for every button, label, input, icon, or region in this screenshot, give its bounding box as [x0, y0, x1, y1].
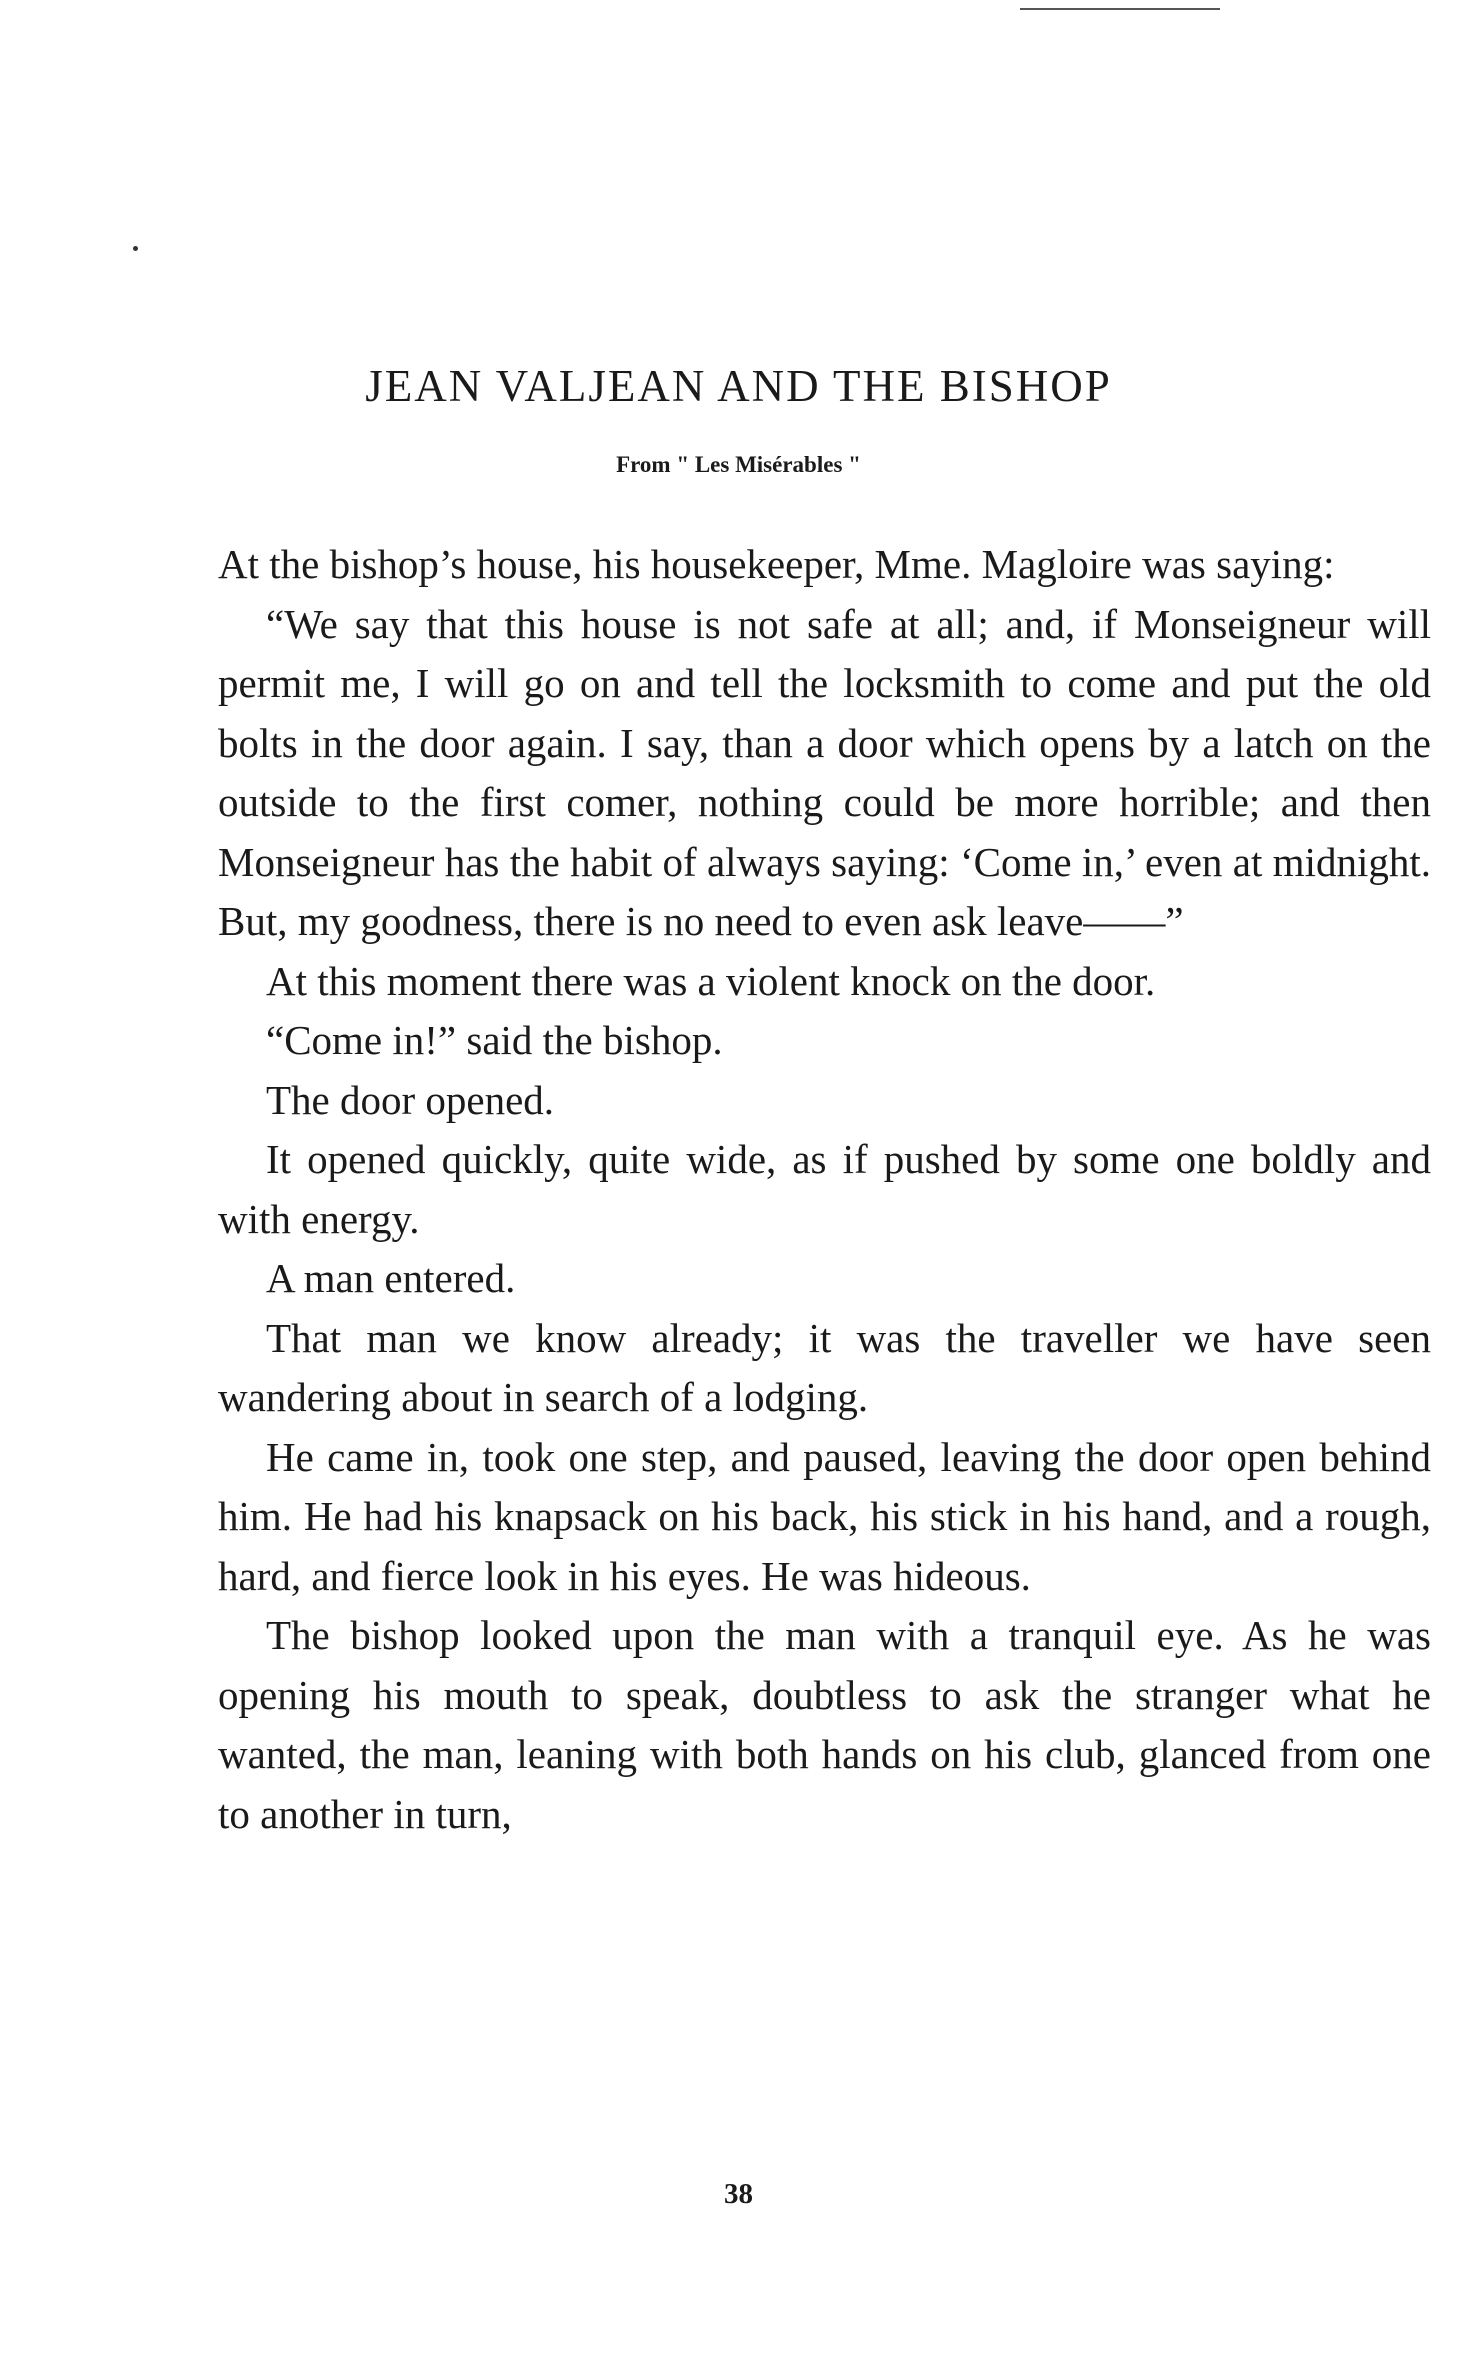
- paragraph: It opened quickly, quite wide, as if pushed by some one boldly and with energy.: [218, 1136, 1431, 1242]
- page-title: JEAN VALJEAN AND THE BISHOP: [365, 361, 1112, 411]
- paragraph: The bishop looked upon the man with a tranquil eye. As he was opening his mouth to speak, doubtless to ask the stranger what he wanted, the man, leaning with both hands on his club, glanced from one to another in turn,: [218, 1612, 1431, 1837]
- stray-mark: [133, 246, 138, 251]
- paragraph: At this moment there was a violent knock on the door.: [266, 957, 1156, 1004]
- paragraph: That man we know already; it was the traveller we have seen wandering about in search of a lodging.: [218, 1314, 1431, 1420]
- paragraph: A man entered.: [266, 1255, 516, 1301]
- body-text: [218, 535, 1431, 1844]
- paragraph: At the bishop’s house, his housekeeper, Mme. Magloire was saying:: [218, 541, 1335, 587]
- paragraph: “We say that this house is not safe at all; and, if Monseigneur will permit me, I will go on and tell the locksmith to come and put the old bolts in the door again. I say, than a door which opens by a latch on the outside to the first comer, nothing could be more horrible; and then Monseigneur has the habit of always saying: ‘Come in,’ even at midnight. But, my goodness, there is no need to even ask leave——”: [218, 600, 1431, 944]
- paragraph: “Come in!” said the bishop.: [266, 1017, 723, 1063]
- paragraph: He came in, took one step, and paused, leaving the door open behind him. He had his knapsack on his back, his stick in his hand, and a rough, hard, and fierce look in his eyes. He was hideous.: [218, 1433, 1431, 1599]
- top-rule: [1020, 8, 1220, 10]
- paragraph: The door opened.: [266, 1076, 555, 1123]
- page-number: 38: [724, 2178, 753, 2210]
- subtitle: From " Les Misérables ": [616, 452, 861, 477]
